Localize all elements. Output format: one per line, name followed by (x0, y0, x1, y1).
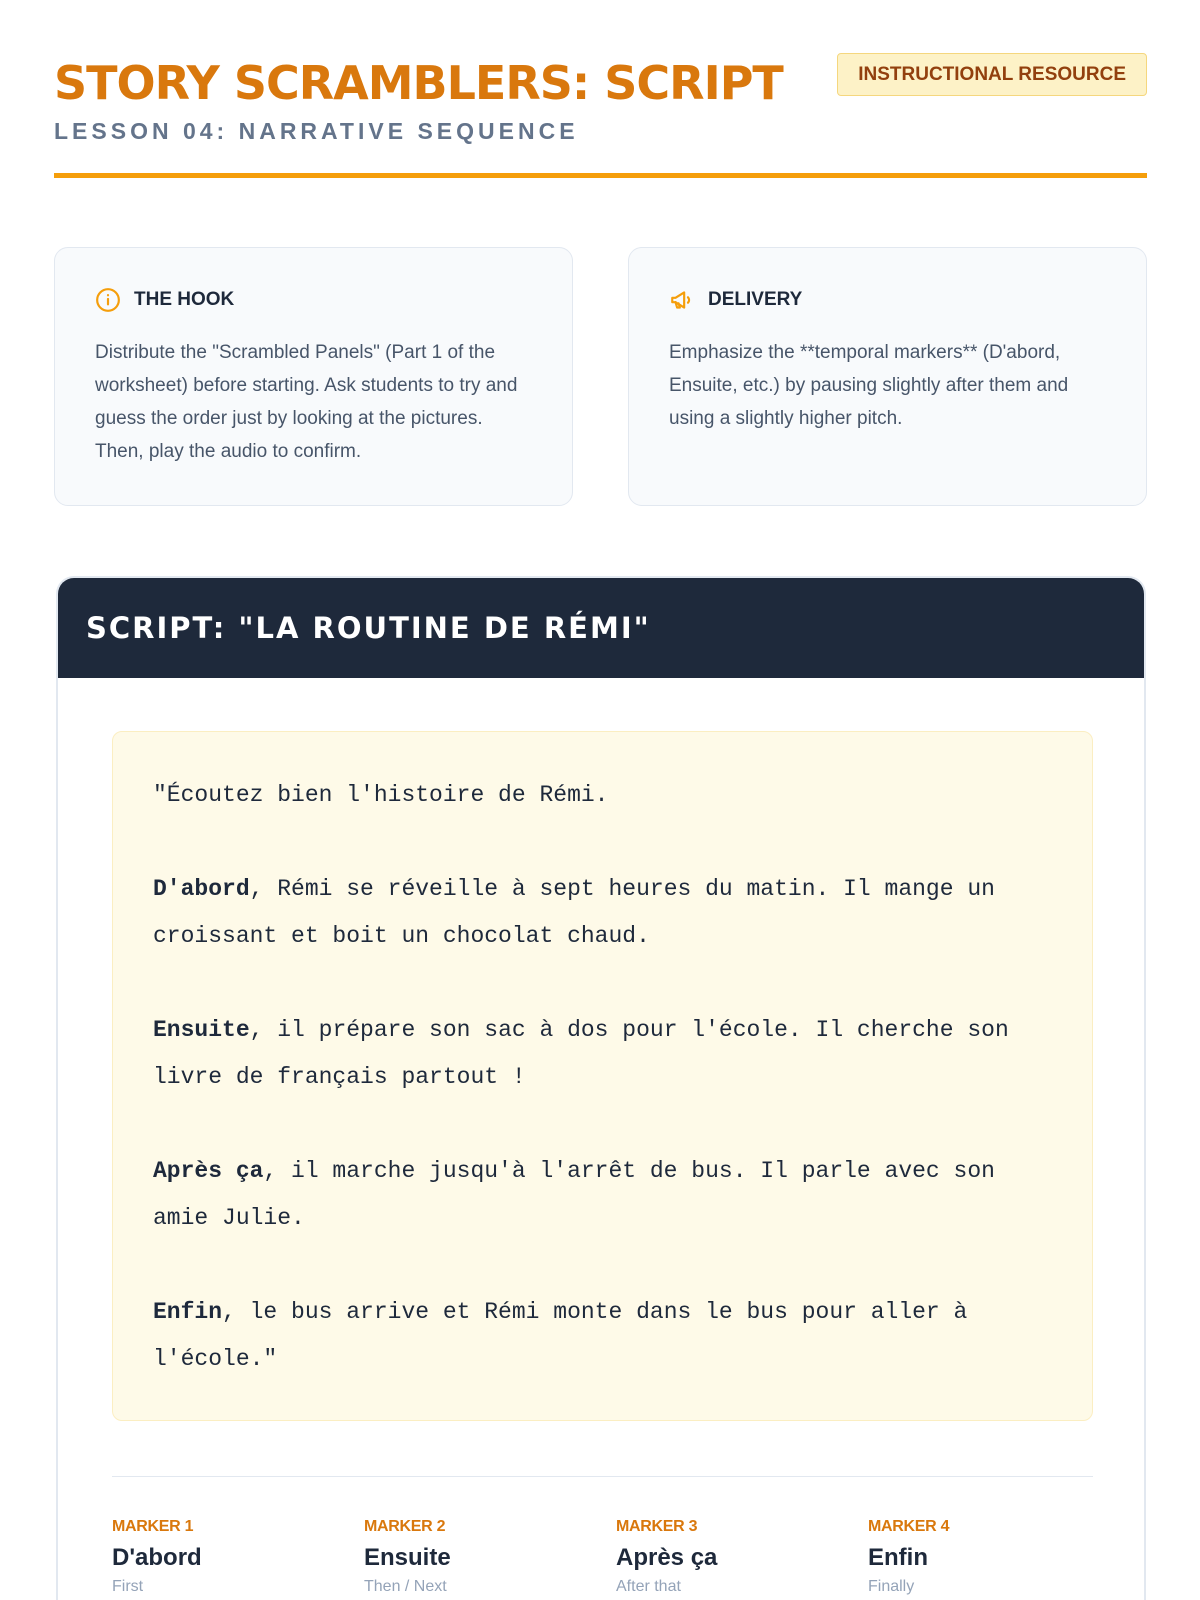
marker-label: MARKER 4 (868, 1518, 950, 1535)
hook-card-body: Distribute the "Scrambled Panels" (Part 1 of the worksheet) before starting. Ask students to try and guess the order just by looking at the pictures. Then, play the audio to confirm. (95, 342, 518, 462)
marker-label: MARKER 2 (364, 1518, 446, 1535)
marker-word: Enfin (868, 1544, 928, 1571)
temporal-marker: D'abord (153, 876, 250, 902)
marker-word: Après ça (616, 1544, 718, 1571)
script-text (112, 731, 1093, 1421)
marker-legend (112, 1518, 1122, 1596)
marker-item (112, 1518, 364, 1596)
hook-card-header (95, 286, 532, 314)
marker-label: MARKER 3 (616, 1518, 698, 1535)
script-paragraph (153, 866, 1052, 960)
megaphone-icon (669, 287, 695, 313)
lesson-subtitle: LESSON 04: NARRATIVE SEQUENCE (54, 118, 579, 144)
temporal-marker: Enfin (153, 1299, 223, 1325)
script-sentence: , il prépare son sac à dos pour l'école. Il cherche son livre de français partout ! (153, 1017, 1009, 1090)
script-paragraph (153, 1289, 1052, 1383)
delivery-card-header (669, 286, 1106, 314)
temporal-marker: Ensuite (153, 1017, 250, 1043)
marker-meaning: Then / Next (364, 1578, 447, 1595)
marker-meaning: After that (616, 1578, 681, 1595)
hook-card-title: THE HOOK (134, 289, 235, 310)
delivery-card-title: DELIVERY (708, 289, 803, 310)
script-panel (56, 576, 1146, 1600)
script-sentence: , le bus arrive et Rémi monte dans le bus pour aller à l'école." (153, 1299, 968, 1372)
marker-word: D'abord (112, 1544, 202, 1571)
marker-meaning: Finally (868, 1578, 915, 1595)
markers-divider (112, 1476, 1093, 1477)
page-title: STORY SCRAMBLERS: SCRIPT (54, 56, 783, 110)
delivery-card (628, 247, 1147, 506)
script-header (58, 578, 1144, 678)
script-paragraph (153, 1007, 1052, 1101)
marker-word: Ensuite (364, 1544, 451, 1571)
marker-item (364, 1518, 616, 1596)
marker-meaning: First (112, 1578, 144, 1595)
marker-label: MARKER 1 (112, 1518, 194, 1535)
hook-card (54, 247, 573, 506)
script-sentence: , Rémi se réveille à sept heures du matin. Il mange un croissant et boit un chocolat chaud. (153, 876, 995, 949)
script-intro: "Écoutez bien l'histoire de Rémi. (153, 782, 609, 808)
marker-item (616, 1518, 868, 1596)
delivery-card-body: Emphasize the **temporal markers** (D'abord, Ensuite, etc.) by pausing slightly after them and using a slightly higher pitch. (669, 342, 1069, 429)
temporal-marker: Après ça (153, 1158, 264, 1184)
script-paragraph (153, 1148, 1052, 1242)
resource-badge: INSTRUCTIONAL RESOURCE (837, 53, 1147, 96)
header-divider (54, 173, 1147, 178)
script-title: SCRIPT: "LA ROUTINE DE RÉMI" (86, 611, 651, 645)
marker-item (868, 1518, 1120, 1596)
script-sentence: , il marche jusqu'à l'arrêt de bus. Il parle avec son amie Julie. (153, 1158, 995, 1231)
info-circle-icon (95, 287, 121, 313)
